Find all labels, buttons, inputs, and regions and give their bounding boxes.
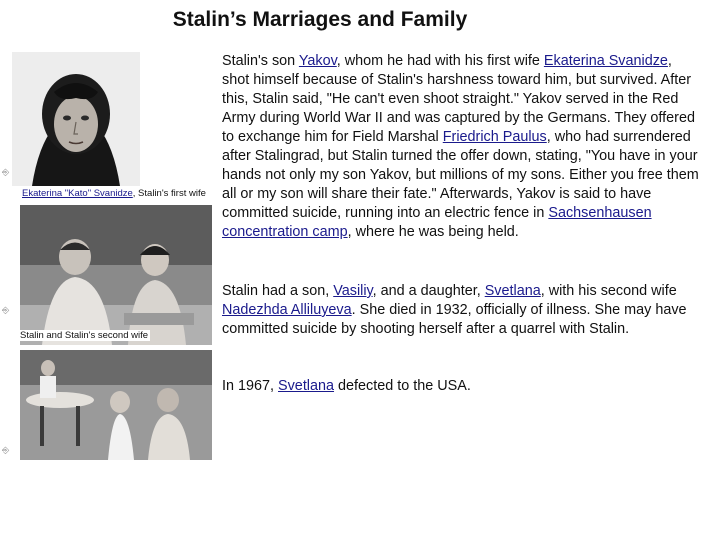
pin-icon: ⎆	[2, 167, 10, 177]
pin-icon: ⎆	[2, 445, 10, 455]
link-ekaterina-svanidze[interactable]: Ekaterina Svanidze	[543, 53, 668, 69]
link-friedrich-paulus[interactable]: Friedrich Paulus	[442, 129, 547, 145]
link-svetlana[interactable]: Svetlana	[484, 283, 541, 299]
portrait-image	[12, 52, 140, 186]
paragraph-yakov: Stalin's son Yakov, whom he had with his first wife Ekaterina Svanidze, shot himself because of Stalin's harshness toward him, but survived. After this, Stalin said, "He can't even shoot straight." Yakov served in the Red Army during World War II and was captured by the Germans. They offered to exchange him for Field Marshal Friedrich Paulus, who had surrendered after Stalingrad, but Stalin turned the offer down, stating, "You have in your hands not only my son Yakov, but millions of my sons. Either you free them all or my son will share their fate." Afterwards, Yakov is said to have committed suicide, running into an electric fence in Sachsenhausen concentration camp, where he was being held.	[222, 53, 699, 240]
family-photo-image	[20, 350, 212, 460]
slide-title: Stalin’s Marriages and Family	[172, 8, 468, 31]
photo-kato-caption	[22, 188, 206, 199]
link-nadezhda-alliluyeva[interactable]: Nadezhda Alliluyeva	[222, 302, 352, 318]
photo-stalin-nadezhda	[20, 205, 212, 345]
link-sachsenhausen[interactable]: Sachsenhausen concentration camp	[222, 205, 652, 240]
link-svetlana-2[interactable]: Svetlana	[278, 378, 335, 394]
group-photo-image	[20, 205, 212, 345]
paragraph-svetlana-defection: In 1967, Svetlana defected to the USA.	[222, 378, 471, 394]
photo-kato-svanidze	[12, 52, 140, 186]
link-vasiliy[interactable]: Vasiliy	[333, 283, 373, 299]
photo-stalin-children	[20, 350, 212, 460]
kato-svanidze-link[interactable]: Ekaterina "Kato" Svanidze	[22, 188, 133, 199]
paragraph-vasiliy-svetlana: Stalin had a son, Vasiliy, and a daughter, Svetlana, with his second wife Nadezhda Alliluyeva. She died in 1932, officially of illness. She may have committed suicide by shooting herself after a quarrel with Stalin.	[222, 283, 687, 337]
photo-nadezhda-caption: Stalin and Stalin's second wife	[20, 330, 149, 341]
pin-icon: ⎆	[2, 305, 10, 315]
kato-caption-rest: , Stalin's first wife	[132, 188, 206, 199]
link-yakov[interactable]: Yakov	[298, 53, 337, 69]
